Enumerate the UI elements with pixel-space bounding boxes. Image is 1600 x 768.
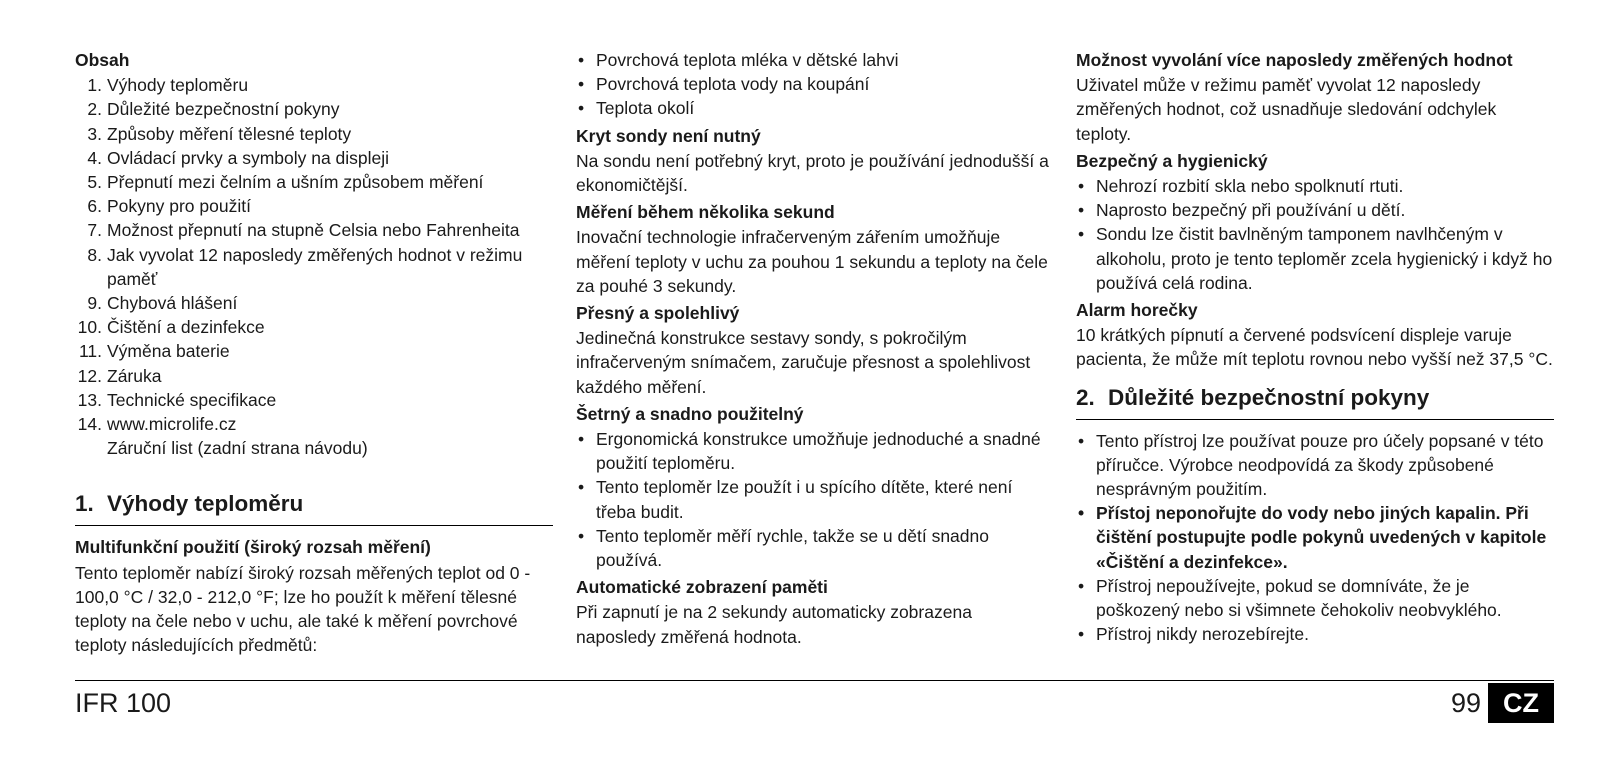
- toc-item: [75, 218, 553, 242]
- seconds-heading: Měření během několika sekund: [576, 202, 835, 223]
- toc-item-text: Ovládací prvky a symboly na displeji: [107, 147, 390, 168]
- toc-item-number: 7.: [87, 220, 102, 241]
- section-1-title: Výhody teploměru: [107, 491, 304, 517]
- toc-item: [75, 388, 553, 412]
- toc-item: [75, 73, 553, 97]
- toc-item: [75, 146, 553, 170]
- toc-item-text: Pokyny pro použití: [107, 196, 251, 217]
- toc-item: [75, 339, 553, 363]
- gentle-list: [576, 427, 1052, 572]
- toc-item: [75, 315, 553, 339]
- toc-item-number: 4.: [87, 147, 102, 168]
- toc-item: [75, 194, 553, 218]
- section-2-title: Důležité bezpečnostní pokyny: [1108, 384, 1430, 410]
- safety-list: [1076, 429, 1554, 647]
- toc-item-number: 6.: [87, 196, 102, 217]
- toc-item-number: 1.: [87, 75, 102, 96]
- toc-item-number: 8.: [87, 244, 102, 265]
- toc-title: Obsah: [75, 50, 130, 70]
- toc-item: [75, 170, 553, 194]
- toc-item: [75, 122, 553, 146]
- recall-text: Uživatel může v režimu paměť vyvolat 12 naposledy změřených hodnot, což usnadňuje sledování odchylek teploty.: [1076, 75, 1497, 144]
- column-right: [1076, 48, 1554, 646]
- section-1-heading: [75, 490, 553, 526]
- toc-item: [75, 97, 553, 121]
- toc-item-text: Možnost přepnutí na stupně Celsia nebo Fahrenheita: [107, 220, 520, 241]
- toc-item-number: 2.: [87, 99, 102, 120]
- safe-list: [1076, 174, 1554, 295]
- toc-item-text: Jak vyvolat 12 naposledy změřených hodnot v režimu paměť: [107, 244, 523, 289]
- column-left: [75, 48, 553, 657]
- section-2-heading: [1076, 384, 1554, 420]
- footer-divider: [75, 680, 1554, 681]
- list-item: • Tento přístroj lze používat pouze pro účely popsané v této příručce. Výrobce neodpovídá za škody způsobené nesprávným použitím.: [1076, 429, 1554, 502]
- toc-item: [75, 243, 553, 291]
- list-item: • Tento teploměr lze použít i u spícího dítěte, které není třeba budit.: [576, 475, 1052, 523]
- toc-item-text: Technické specifikace: [107, 389, 277, 410]
- list-item: • Přístroj nikdy nerozebírejte.: [1076, 622, 1554, 646]
- toc-item: [75, 436, 553, 460]
- auto-memory-heading: Automatické zobrazení paměti: [576, 577, 828, 598]
- toc-item-number: 14.: [77, 414, 102, 435]
- surface-temperature-list: [576, 48, 1052, 121]
- list-item: • Povrchová teplota vody na koupání: [576, 72, 1052, 96]
- multifunction-heading: Multifunkční použití (široký rozsah měření): [75, 537, 431, 558]
- toc-item-text: Důležité bezpečnostní pokyny: [107, 99, 340, 120]
- list-item: • Povrchová teplota mléka v dětské lahvi: [576, 48, 1052, 72]
- toc-item-text: Čištění a dezinfekce: [107, 317, 265, 338]
- list-item: • Teplota okolí: [576, 96, 1052, 120]
- list-item: • Sondu lze čistit bavlněným tamponem navlhčeným v alkoholu, proto je tento teploměr zcela hygienický i když ho používá celá rodina.: [1076, 222, 1554, 295]
- toc-item: [75, 291, 553, 315]
- safe-heading: Bezpečný a hygienický: [1076, 150, 1268, 171]
- toc-item-text: Přepnutí mezi čelním a ušním způsobem měření: [107, 172, 484, 193]
- toc-item-number: 11.: [78, 341, 102, 362]
- table-of-contents: [75, 73, 553, 460]
- toc-item-number: 13.: [77, 389, 102, 410]
- section-2-number: 2.: [1076, 384, 1095, 410]
- toc-item-number: 9.: [87, 293, 102, 314]
- toc-item-number: 3.: [87, 123, 102, 144]
- toc-item: [75, 364, 553, 388]
- column-middle: [576, 48, 1052, 649]
- list-item: • Tento teploměr měří rychle, takže se u dětí snadno používá.: [576, 524, 1052, 572]
- toc-item-text: Záruční list (zadní strana návodu): [107, 438, 368, 459]
- page-number: 99: [1450, 688, 1481, 718]
- toc-item-text: Způsoby měření tělesné teploty: [107, 123, 352, 144]
- auto-memory-text: Při zapnutí je na 2 sekundy automaticky zobrazena naposledy změřená hodnota.: [576, 602, 972, 647]
- toc-item-text: www.microlife.cz: [107, 414, 237, 435]
- model-name: IFR 100: [75, 688, 172, 718]
- language-badge: CZ: [1488, 683, 1554, 723]
- toc-item-text: Záruka: [107, 365, 162, 386]
- probe-cover-heading: Kryt sondy není nutný: [576, 125, 761, 146]
- alarm-heading: Alarm horečky: [1076, 300, 1198, 321]
- toc-item-number: 10.: [77, 317, 102, 338]
- toc-item-number: 12.: [77, 365, 102, 386]
- toc-item-text: Výhody teploměru: [107, 75, 249, 96]
- multifunction-text: Tento teploměr nabízí široký rozsah měřených teplot od 0 - 100,0 °C / 32,0 - 212,0 °F; lze ho použít k měření tělesné teploty na čele nebo v uchu, ale také k měření povrchové teploty následujících předmětů:: [75, 562, 531, 656]
- section-1-number: 1.: [75, 491, 94, 517]
- seconds-text: Inovační technologie infračerveným zářením umožňuje měření teploty v uchu za pouhou 1 sekundu a teploty na čele za pouhé 3 sekundy.: [576, 227, 1048, 296]
- list-item: • Ergonomická konstrukce umožňuje jednoduché a snadné použití teploměru.: [576, 427, 1052, 475]
- list-item: • Přístoj neponořujte do vody nebo jiných kapalin. Při čištění postupujte podle pokynů uvedených v kapitole «Čištění a dezinfekce».: [1076, 501, 1554, 574]
- probe-cover-text: Na sondu není potřebný kryt, proto je používání jednodušší a ekonomičtější.: [576, 150, 1049, 196]
- gentle-heading: Šetrný a snadno použitelný: [576, 403, 804, 424]
- recall-heading: Možnost vyvolání více naposledy změřených hodnot: [1076, 50, 1513, 70]
- precise-text: Jedinečná konstrukce sestavy sondy, s pokročilým infračerveným snímačem, zaručuje přesnost a spolehlivost každého měření.: [576, 328, 1031, 397]
- toc-item-number: 5.: [87, 172, 102, 193]
- list-item: • Přístroj nepoužívejte, pokud se domníváte, že je poškozený nebo si všimnete čehokoliv neobvyklého.: [1076, 574, 1554, 622]
- list-item: • Nehrozí rozbití skla nebo spolknutí rtuti.: [1076, 174, 1554, 198]
- toc-item: [75, 412, 553, 436]
- precise-heading: Přesný a spolehlivý: [576, 303, 740, 324]
- toc-item-text: Výměna baterie: [107, 341, 230, 362]
- toc-item-text: Chybová hlášení: [107, 293, 238, 314]
- alarm-text: 10 krátkých pípnutí a červené podsvícení displeje varuje pacienta, že může mít teplotu rovnou nebo vyšší než 37,5 °C.: [1076, 325, 1553, 370]
- list-item: • Naprosto bezpečný při používání u dětí.: [1076, 198, 1554, 222]
